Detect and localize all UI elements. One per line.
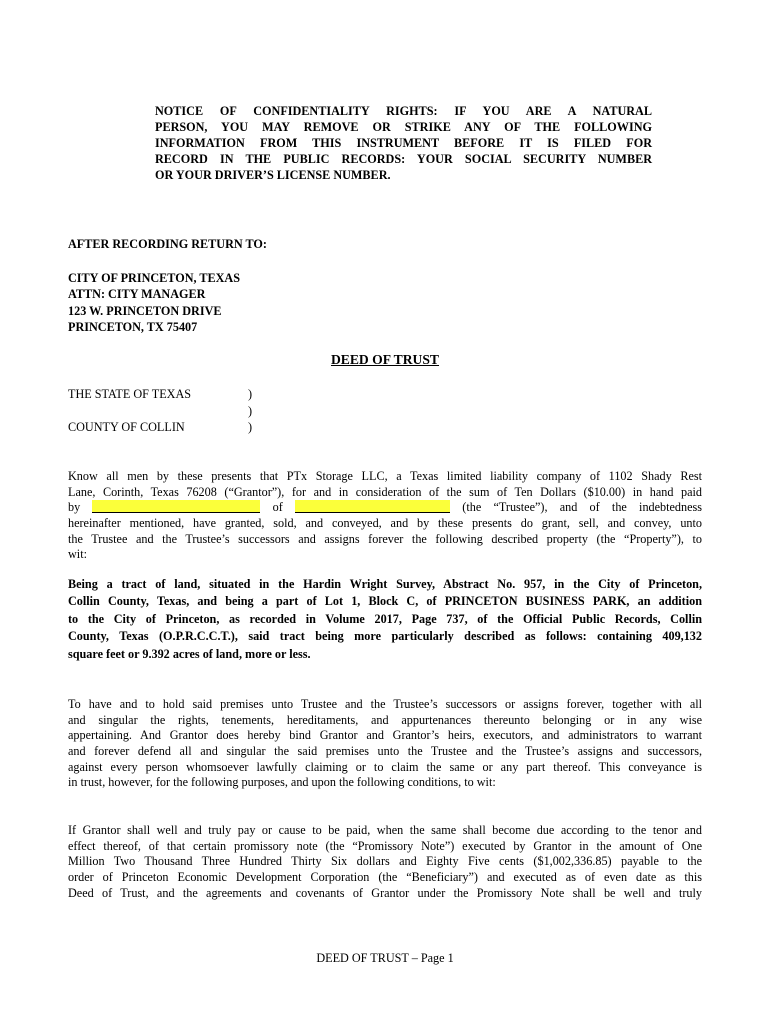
paragraph-line: wit: [68, 547, 87, 562]
paragraph-line: Lane, Corinth, Texas 76208 (“Grantor”), for and in consideration of the sum of Ten Dollars ($10.00) in hand paid [68, 484, 702, 499]
legal-line: Collin County, Texas, and being a part of Lot 1, Block C, of PRINCETON BUSINESS PARK, an addition [68, 594, 702, 609]
paragraph-line: effect thereof, of that certain promissory note (the “Promissory Note”) executed by Grantor in the amount of One [68, 838, 702, 853]
legal-line: square feet or 9.392 acres of land, more or less. [68, 646, 311, 661]
paragraph-line: the Trustee and the Trustee’s successors and assigns forever the following described property (the “Property”), to [68, 531, 702, 546]
legal-line: to the City of Princeton, as recorded in Volume 2017, Page 737, of the Official Public Records, Collin [68, 611, 702, 626]
by-text: by [68, 500, 81, 515]
notice-line: INFORMATION FROM THIS INSTRUMENT BEFORE IT IS FILED FOR [155, 136, 652, 150]
paragraph-line: in trust, however, for the following purposes, and upon the following conditions, to wit: [68, 775, 496, 790]
paragraph-line: Deed of Trust, and the agreements and covenants of Grantor under the Promissory Note shall be well and truly [68, 885, 702, 900]
paragraph-line: Million Two Thousand Three Hundred Thirty Six dollars and Eighty Five cents ($1,002,336.85) payable to the [68, 854, 702, 869]
condition-paragraph [68, 823, 702, 901]
page-footer: DEED OF TRUST – Page 1 [316, 951, 454, 965]
paragraph-line: appertaining. And Grantor does hereby bind Grantor and Grantor’s heirs, executors, and administrators to warrant [68, 728, 702, 743]
return-address [68, 270, 240, 335]
trustee-name-field[interactable] [295, 500, 450, 513]
venue-paren: ) [248, 420, 253, 434]
address-line: ATTN: CITY MANAGER [68, 287, 206, 302]
trustee-text: (the “Trustee”), and of the indebtedness [462, 500, 703, 515]
legal-description [68, 576, 702, 663]
paragraph-line: against every person whomsoever lawfully claiming or to claim the same or any part thereof. This conveyance is [68, 759, 702, 774]
address-line: CITY OF PRINCETON, TEXAS [68, 271, 241, 285]
notice-line: RECORD IN THE PUBLIC RECORDS: YOUR SOCIAL SECURITY NUMBER [155, 152, 652, 166]
paragraph-line: hereinafter mentioned, have granted, sold, and conveyed, and by these presents do grant, sell, and convey, unto [68, 516, 702, 531]
venue-block [68, 387, 328, 437]
venue-state: THE STATE OF TEXAS [68, 387, 192, 401]
paragraph-line: To have and to hold said premises unto Trustee and the Trustee’s successors or assigns forever, together with all [68, 697, 702, 711]
legal-line: County, Texas (O.P.R.C.C.T.), said tract being more particularly described as follows: containing 409,132 [68, 629, 702, 644]
notice-line: OR YOUR DRIVER’S LICENSE NUMBER. [155, 168, 391, 182]
confidentiality-notice [155, 103, 652, 183]
address-line: 123 W. PRINCETON DRIVE [68, 303, 222, 318]
grantee-name-field[interactable] [92, 500, 260, 513]
venue-county: COUNTY OF COLLIN [68, 420, 185, 434]
document-title: DEED OF TRUST [330, 352, 440, 367]
venue-paren: ) [248, 403, 253, 418]
grant-paragraph [68, 469, 702, 563]
paragraph-line: Know all men by these presents that PTx Storage LLC, a Texas limited liability company of 1102 Shady Rest [68, 469, 702, 483]
paragraph-line: order of Princeton Economic Development Corporation (the “Beneficiary”) and executed as of even date as this [68, 870, 702, 885]
notice-line: NOTICE OF CONFIDENTIALITY RIGHTS: IF YOU ARE A NATURAL [155, 104, 652, 118]
of-text: of [272, 500, 283, 515]
paragraph-line [68, 500, 702, 516]
notice-line: PERSON, YOU MAY REMOVE OR STRIKE ANY OF THE FOLLOWING [155, 120, 652, 134]
venue-paren: ) [248, 387, 253, 401]
paragraph-line: and singular the rights, tenements, hereditaments, and appurtenances thereunto belonging or in any wise [68, 712, 702, 727]
legal-line: Being a tract of land, situated in the Hardin Wright Survey, Abstract No. 957, in the City of Princeton, [68, 577, 702, 591]
paragraph-line: If Grantor shall well and truly pay or cause to be paid, when the same shall become due according to the tenor and [68, 823, 702, 837]
habendum-paragraph [68, 697, 702, 791]
address-line: PRINCETON, TX 75407 [68, 319, 198, 334]
return-to-heading: AFTER RECORDING RETURN TO: [68, 237, 267, 251]
paragraph-line: and forever defend all and singular the said premises unto the Trustee and the Trustee’s assigns and successors, [68, 744, 702, 759]
